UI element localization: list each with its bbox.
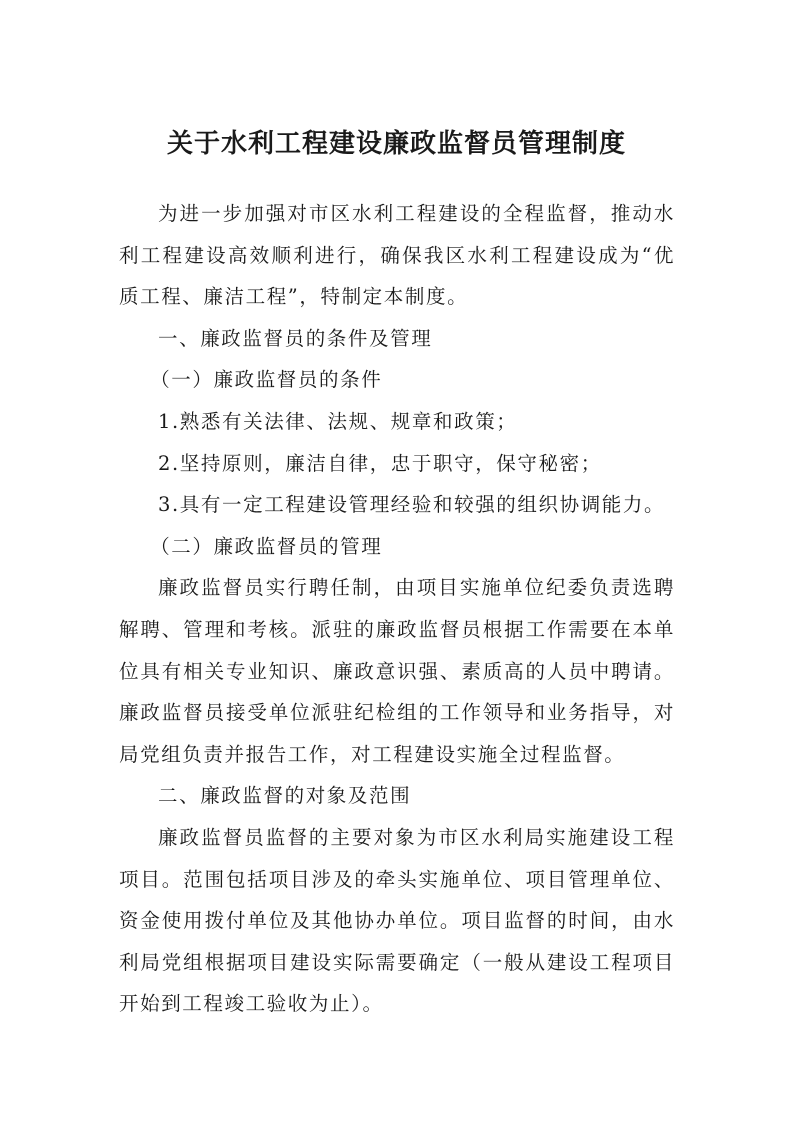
condition-item-1: 1.熟悉有关法律、法规、规章和政策； — [158, 409, 518, 433]
document-title: 关于水利工程建设廉政监督员管理制度 — [166, 129, 626, 159]
document-body — [119, 193, 675, 1025]
section-2-heading: 二、廉政监督的对象及范围 — [158, 784, 412, 808]
intro-paragraph: 为进一步加强对市区水利工程建设的全程监督，推动水利工程建设高效顺利进行，确保我区水利工程建设成为“优质工程、廉洁工程”，特制定本制度。 — [119, 202, 675, 309]
subsection-2-heading: （二）廉政监督员的管理 — [150, 534, 383, 558]
subsection-1-heading: （一）廉政监督员的条件 — [150, 368, 383, 392]
scope-paragraph: 廉政监督员监督的主要对象为市区水利局实施建设工程项目。范围包括项目涉及的牵头实施单位、项目管理单位、资金使用拨付单位及其他协办单位。项目监督的时间，由水利局党组根据项目建设实际需要确定（一般从建设工程项目开始到工程竣工验收为止）。 — [119, 825, 675, 1016]
condition-item-2: 2.坚持原则，廉洁自律，忠于职守，保守秘密； — [158, 451, 602, 475]
section-1-heading: 一、廉政监督员的条件及管理 — [158, 326, 433, 350]
management-paragraph: 廉政监督员实行聘任制，由项目实施单位纪委负责选聘解聘、管理和考核。派驻的廉政监督员根据工作需要在本单位具有相关专业知识、廉政意识强、素质高的人员中聘请。廉政监督员接受单位派驻纪检组的工作领导和业务指导，对局党组负责并报告工作，对工程建设实施全过程监督。 — [119, 576, 675, 766]
condition-item-3: 3.具有一定工程建设管理经验和较强的组织协调能力。 — [158, 493, 666, 517]
